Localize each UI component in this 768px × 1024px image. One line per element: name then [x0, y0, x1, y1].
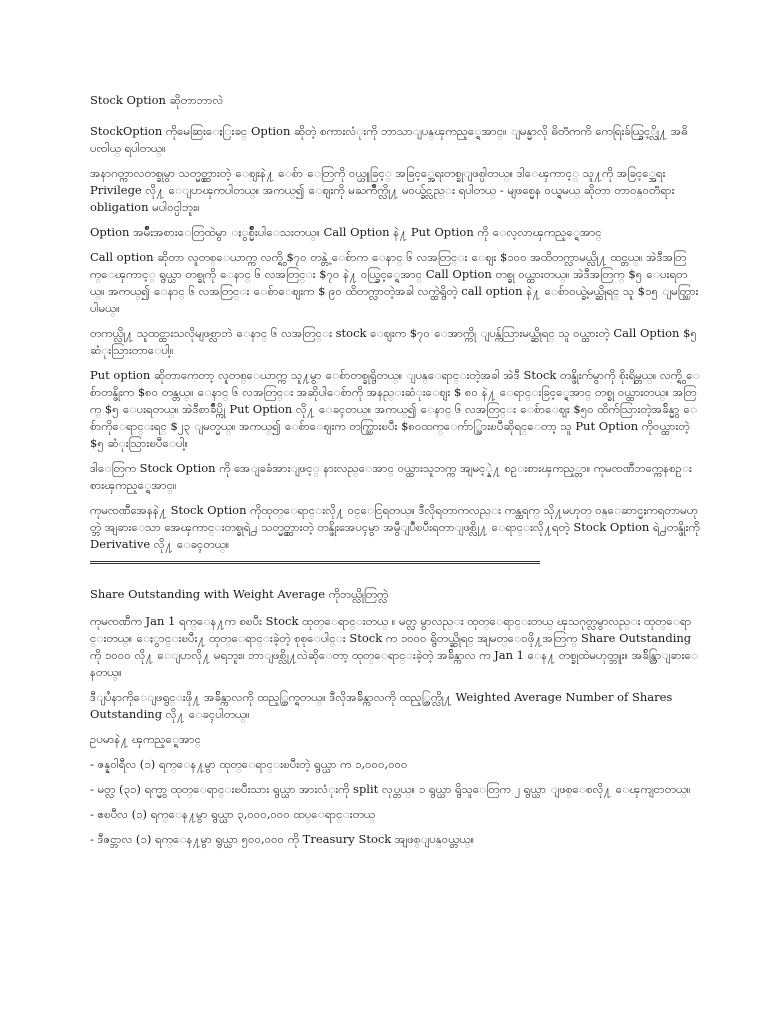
list-item: - ဇန္နဝါရီလ (၁) ရက္ေန႔မွာ ထုတ္ေရာင္းၿပီးတဲ့ ရွယ္ယာ က ၁,၀၀၀,၀၀၀ [90, 757, 408, 771]
paragraph: တကယ္လို႔ သူထင္ထားသလိုမျဖစ္လာဘဲ ေနာင္ ၆ လအတြင္း stock ေဈးက $၇၀ ေအာက္ကို ျပန္က်သြားမယ္ဆိုရင္ သူ ဝယ္ထားတဲ့ Call Option $၅ ဆံုးသြားတာေပါ့။ [90, 326, 697, 357]
paragraph: Call option ဆိုတာ လူတစ္ေယာက္က လက္ရွိ $၇၀ တန္တဲ့ ေစ်ာက ေနာင္ ၆ လအတြင္း ေဈး $၁၀၀ အထိတက္လာမယ္လို႔ ထင္တယ္။ အဲဒီအတြက္ေၾကာင့္ ရွယ္ယာ တစ္ခုကို ေနာင္ ၆ လအတြင္း $၇၀ နဲ႔ ဝယ္ခြင့္ရေအာင္ Call Option တစ္ခု ဝယ္ထားတယ္။ အဲဒီအတြက္ $၅ ေပးရတယ္။ အကယ္၍ ေနာင္ ၆ လအတြင္း ေစ်ာေဈးက $ ၉၀ ထိတက္လာတဲ့အခါ လက္ထဲရွိတဲ့ call option နဲ႔ ေစ်ာဝယ္ခဲ့မယ္ဆိုရင္ သူ $၁၅ ျမတ္သြားပါမယ္။ [90, 250, 699, 315]
section-title: Stock Option ဆိုတာဘာလဲ [90, 93, 224, 107]
list-item: - မတ္လ (၃၁) ရက္မွာ ထုတ္ေရာင္းၿပီးသား ရွယ္ယာ အားလံုးကို split လုပ္တယ္။ ၁ ရွယ္ယာ ရွိသူေတြက ၂ ရွယ္ယာ ျဖစ္ေစလို႔ ေၾကျငာတယ္။ [90, 782, 691, 796]
list-item: - ဧၿပီလ (၁) ရက္ေန႔မွာ ရွယ္ယာ ၃,၀၀၀,၀၀၀ ထပ္ေရာင္းတယ္ [90, 807, 375, 821]
paragraph: အနာဂတ္ကာလတစ္ခုမွာ သတ္မွတ္ထားတဲ့ ေဈးနဲ႔ ေစ်ာ ေတြကို ဝယ္ယူခြင့္ အခြင့္အေရးတစ္ခုျဖစ္ပါတယ္။ ဒါေၾကာင့္ သူ႔ကို အခြင့္အေရး Privilege လို႔ ေျပာၾကပါတယ္။ အကယ္၍ ေဈးကို မႀကိဳက္လို႔ မဝယ္ခ်င္လည္း ရပါတယ္ - မျဖစ္မေန ဝယ္ရမယ္ ဆိုတာ တာဝန္ဝတၱရား obligation မပါဝင္ပါဘူး။ [90, 166, 675, 214]
paragraph: Option အမ်ိဳးအစားေတြထဲမွာ ႏွစ္မ်ိဳးပါေသးတယ္။ Call Option နဲ႔ Put Option ကို ေလ့လာၾကည့္ရေအာင္ [90, 225, 602, 239]
paragraph: ကုမၸဏီက Jan 1 ရက္ေန႔က စၿပီး Stock ထုတ္ေရာင္းတယ္ ။ မတ္လ မွာလည္း ထုတ္ေရာင္းတယ္ ၾသဂုတ္လမွာလည္း ထုတ္ေရာင္းတယ္။ ေႏွာင္းၿပီး႔ ထုတ္ေရာင္းခဲ့တဲ့ စုစုေပါင္း Stock က ၁၀၀၀ ရွိတယ္ဆိုရင္ အျမတ္ေဝဖို႔အတြက္ Share Outstanding ကို ၁၀၀၀ လို႔ ေျပာလို႔ မရဘူး။ ဘာျဖစ္လို႔လဲဆိုေတာ့ ထုတ္ေရာင္းခဲ့တဲ့ အခ်ိန္ကာလ က Jan 1 ေန႔ တစ္ခုထဲမဟုတ္ဘူး။ အခ်ိန္ကြာျခားေနတယ္။ [90, 614, 699, 679]
section-stock-option [90, 92, 700, 553]
paragraph: ဥပမာနဲ႔ ၾကည့္ရေအာင္ [90, 732, 201, 746]
list-item: - ဒီဇင္ဘာလ (၁) ရက္ေန႔မွာ ရွယ္ယာ ၅၀၀,၀၀၀ ကို Treasury Stock အျဖစ္ျပန္ဝယ္တယ္။ [90, 832, 475, 846]
section-divider [90, 561, 540, 564]
paragraph: ဒါေတြက Stock Option ကို အေျခခံအားျဖင့္ နားလည္ေအာင္ ဝယ္ထားသူဘက္က အျမင့္နဲ႔ စဥ္းစားၾကည့္တာ။ ကုမၸဏီဘက္ကေနစဥ္းစားၾကည့္ရေအာင္။ [90, 461, 692, 492]
paragraph: ဒီျပႆနာကိုေျဖရွင္းဖို႔ အခ်ိန္ကာလကို ထည့္တြက္ရတယ္။ ဒီလိုအခ်ိန္ကာလကို ထည့္တြက္လို႔ Weighted Average Number of Shares Outstanding လို႔ ေခၚပါတယ္။ [90, 690, 673, 721]
paragraph: ကုမၸဏီအေနနဲ႔ Stock Option ကိုထုတ္ေရာင္းလို႔ ဝင္ေငြရတယ္။ ဒီလိုရတာကလည္း ကန္ထရက္ သို႔မဟုတ္ ဝန္ေဆာင္မႈကရတာမဟုတ္ဘဲ အျခားေသာ အေၾကာင္းတစ္ခုရဲ႕ သတ္မွတ္ထားတဲ့ တန္ဖိုးအေပၚမွာ အမွီျပဳၿပီးရတာျဖစ္လို႔ ေရာင္းလို႔ရတဲ့ Stock Option ရဲ႕တန္ဖိုးကို Derivative လို႔ ေခၚတယ္။ [90, 503, 700, 551]
paragraph: Put option ဆိုတာကေတာ့ လူတစ္ေယာက္က သူ႔မွာ ေစ်ာတစ္ခုရွိတယ္။ ျပန္ေရာင္းတဲ့အခါ အဲဒီ Stock တန္ဖိုးက်မွာကို စိုးရိမ္တယ္။ လက္ရွိ ေစ်ာတန္ဖိုးက $၈၀ တန္တယ္။ ေနာင္ ၆ လအတြင္း အဆိုပါေစ်ာကို အနည္းဆံုးေဈး $ ၈၀ နဲ႔ ေရာင္းခြင့္ရေအာင္ တစ္ခု ဝယ္ထားတယ္။ အတြက္ $၅ ေပးရတယ္။ အဲဒီစာခ်ဳပ္ကို Put Option လို႔ ေခၚတယ္။ အကယ္၍ ေနာင္ ၆ လအတြင္း ေစ်ာေဈး $၅၀ ထိက်သြားတဲ့အခ်ိန္မွာ ေစ်ာကိုေရာင္းရင္ $၂၃ ျမတ္မယ္။ အကယ္၍ ေစ်ာေဈးက တက္သြားၿပီး $၈၀ထက္ေက်ာ္သြားၿပီဆိုရင္ေတာ့ သူ Put Option ကိုဝယ္ထားတဲ့ $၅ ဆံုးသြားၿပီေပါ့။ [90, 368, 700, 450]
paragraph: StockOption ကိုမေဆြးေႏြးခင္ Option ဆိုတဲ့ စကားလံုးကို ဘာသာျပန္ၾကည့္ရေအာင္။ ျမန္မာလို ဓိတၱကကိ ကေရြးခ်ယ္ခြင့္လို႔ အဓိပၸါယ္ ရပါတယ္။ [90, 124, 688, 155]
section-share-outstanding [90, 586, 699, 848]
section-title: Share Outstanding with Weight Average ကိုဘယ္လိုတြက္လဲ [90, 587, 389, 601]
